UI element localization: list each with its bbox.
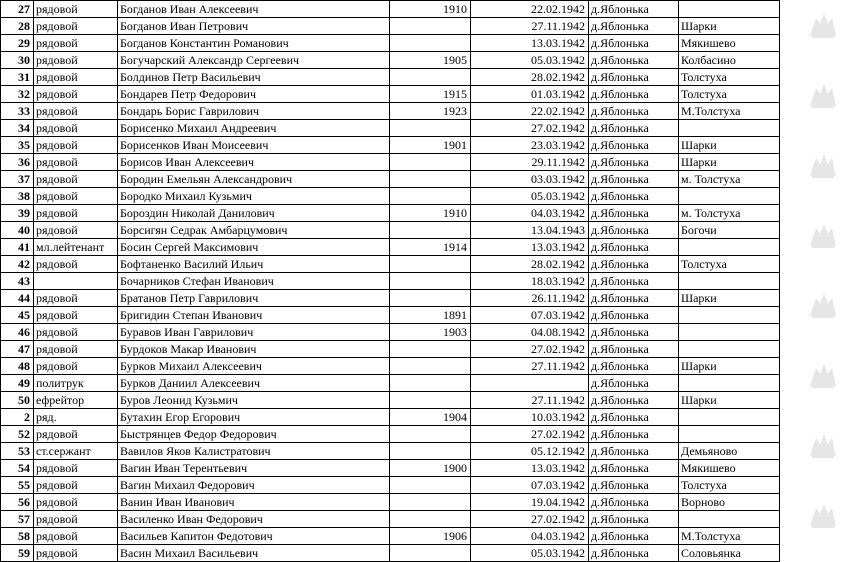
rank-cell: рядовой <box>34 205 118 222</box>
rank-cell: мл.лейтенант <box>34 239 118 256</box>
rank-cell: рядовой <box>34 86 118 103</box>
row-number: 42 <box>1 256 34 273</box>
date-cell: 27.02.1942 <box>471 341 589 358</box>
birth-year-cell <box>390 273 471 290</box>
death-place-cell: Шарки <box>679 18 780 35</box>
date-cell: 04.03.1942 <box>471 528 589 545</box>
burial-place-cell: д.Яблонька <box>589 290 679 307</box>
birth-year-cell <box>390 120 471 137</box>
table-row <box>1 307 780 324</box>
row-number: 56 <box>1 494 34 511</box>
death-place-cell <box>679 307 780 324</box>
table-row <box>1 86 780 103</box>
burial-place-cell: д.Яблонька <box>589 239 679 256</box>
burial-place-cell: д.Яблонька <box>589 273 679 290</box>
birth-year-cell: 1914 <box>390 239 471 256</box>
table-row <box>1 273 780 290</box>
burial-place-cell: д.Яблонька <box>589 460 679 477</box>
burial-place-cell: д.Яблонька <box>589 52 679 69</box>
name-cell: Борисов Иван Алексеевич <box>118 154 390 171</box>
birth-year-cell: 1891 <box>390 307 471 324</box>
date-cell: 04.03.1942 <box>471 205 589 222</box>
table-row <box>1 35 780 52</box>
table-row <box>1 154 780 171</box>
birth-year-cell: 1901 <box>390 137 471 154</box>
name-cell: Бородин Емельян Александрович <box>118 171 390 188</box>
watermark-icon <box>806 430 840 460</box>
table-row <box>1 443 780 460</box>
row-number: 38 <box>1 188 34 205</box>
date-cell: 05.03.1942 <box>471 188 589 205</box>
row-number: 2 <box>1 409 34 426</box>
death-place-cell: Шарки <box>679 358 780 375</box>
birth-year-cell: 1923 <box>390 103 471 120</box>
table-row <box>1 18 780 35</box>
row-number: 44 <box>1 290 34 307</box>
date-cell: 05.03.1942 <box>471 545 589 562</box>
name-cell: Богучарский Александр Сергеевич <box>118 52 390 69</box>
date-cell: 18.03.1942 <box>471 273 589 290</box>
table-row <box>1 205 780 222</box>
row-number: 45 <box>1 307 34 324</box>
date-cell: 29.11.1942 <box>471 154 589 171</box>
death-place-cell: Толстуха <box>679 69 780 86</box>
date-cell: 05.03.1942 <box>471 52 589 69</box>
rank-cell: рядовой <box>34 426 118 443</box>
date-cell: 28.02.1942 <box>471 69 589 86</box>
row-number: 34 <box>1 120 34 137</box>
birth-year-cell: 1915 <box>390 86 471 103</box>
table-row <box>1 528 780 545</box>
row-number: 27 <box>1 1 34 18</box>
date-cell: 13.03.1942 <box>471 239 589 256</box>
name-cell: Бондарев Петр Федорович <box>118 86 390 103</box>
rank-cell: рядовой <box>34 188 118 205</box>
birth-year-cell <box>390 35 471 52</box>
name-cell: Ванин Иван Иванович <box>118 494 390 511</box>
date-cell: 07.03.1942 <box>471 307 589 324</box>
death-place-cell: Соловьянка <box>679 545 780 562</box>
rank-cell: рядовой <box>34 358 118 375</box>
birth-year-cell <box>390 511 471 528</box>
watermark-icon <box>806 500 840 530</box>
name-cell: Быстрянцев Федор Федорович <box>118 426 390 443</box>
death-place-cell: Шарки <box>679 290 780 307</box>
burial-place-cell: д.Яблонька <box>589 18 679 35</box>
table-row <box>1 341 780 358</box>
row-number: 59 <box>1 545 34 562</box>
table-row <box>1 290 780 307</box>
row-number: 40 <box>1 222 34 239</box>
date-cell: 27.11.1942 <box>471 392 589 409</box>
name-cell: Бороздин Николай Данилович <box>118 205 390 222</box>
name-cell: Богданов Иван Алексеевич <box>118 1 390 18</box>
death-place-cell: Шарки <box>679 137 780 154</box>
death-place-cell <box>679 273 780 290</box>
row-number: 31 <box>1 69 34 86</box>
birth-year-cell: 1900 <box>390 460 471 477</box>
death-place-cell: Мякишево <box>679 35 780 52</box>
death-place-cell: М.Толстуха <box>679 528 780 545</box>
death-place-cell: Ворново <box>679 494 780 511</box>
table-row <box>1 188 780 205</box>
rank-cell: рядовой <box>34 103 118 120</box>
date-cell: 22.02.1942 <box>471 103 589 120</box>
name-cell: Буравов Иван Гаврилович <box>118 324 390 341</box>
burial-place-cell: д.Яблонька <box>589 256 679 273</box>
name-cell: Борисенко Михаил Андреевич <box>118 120 390 137</box>
date-cell: 19.04.1942 <box>471 494 589 511</box>
death-place-cell <box>679 1 780 18</box>
death-place-cell <box>679 341 780 358</box>
name-cell: Бригидин Степан Иванович <box>118 307 390 324</box>
death-place-cell <box>679 188 780 205</box>
death-place-cell <box>679 239 780 256</box>
birth-year-cell <box>390 222 471 239</box>
death-place-cell <box>679 511 780 528</box>
birth-year-cell <box>390 375 471 392</box>
burial-place-cell: д.Яблонька <box>589 392 679 409</box>
row-number: 37 <box>1 171 34 188</box>
table-row <box>1 426 780 443</box>
birth-year-cell <box>390 341 471 358</box>
burial-place-cell: д.Яблонька <box>589 137 679 154</box>
date-cell: 28.02.1942 <box>471 256 589 273</box>
burial-place-cell: д.Яблонька <box>589 528 679 545</box>
name-cell: Вагин Михаил Федорович <box>118 477 390 494</box>
name-cell: Борисенков Иван Моисеевич <box>118 137 390 154</box>
date-cell: 27.11.1942 <box>471 18 589 35</box>
burial-place-cell: д.Яблонька <box>589 494 679 511</box>
birth-year-cell: 1903 <box>390 324 471 341</box>
name-cell: Васильев Капитон Федотович <box>118 528 390 545</box>
row-number: 28 <box>1 18 34 35</box>
burial-place-cell: д.Яблонька <box>589 545 679 562</box>
burial-place-cell: д.Яблонька <box>589 341 679 358</box>
table-row <box>1 375 780 392</box>
name-cell: Бочарников Стефан Иванович <box>118 273 390 290</box>
birth-year-cell <box>390 426 471 443</box>
watermark-icon <box>806 10 840 40</box>
name-cell: Василенко Иван Федорович <box>118 511 390 528</box>
burial-place-cell: д.Яблонька <box>589 86 679 103</box>
burial-place-cell: д.Яблонька <box>589 1 679 18</box>
death-place-cell: м. Толстуха <box>679 205 780 222</box>
rank-cell: рядовой <box>34 154 118 171</box>
death-place-cell: м. Толстуха <box>679 171 780 188</box>
row-number: 41 <box>1 239 34 256</box>
row-number: 35 <box>1 137 34 154</box>
burial-place-cell: д.Яблонька <box>589 103 679 120</box>
table-row <box>1 545 780 562</box>
death-place-cell: Мякишево <box>679 460 780 477</box>
name-cell: Бурдоков Макар Иванович <box>118 341 390 358</box>
name-cell: Бурков Даниил Алексеевич <box>118 375 390 392</box>
birth-year-cell: 1910 <box>390 1 471 18</box>
birth-year-cell <box>390 154 471 171</box>
name-cell: Болдинов Петр Васильевич <box>118 69 390 86</box>
rank-cell: рядовой <box>34 35 118 52</box>
name-cell: Бутахин Егор Егорович <box>118 409 390 426</box>
birth-year-cell <box>390 545 471 562</box>
row-number: 58 <box>1 528 34 545</box>
death-place-cell: Толстуха <box>679 477 780 494</box>
row-number: 48 <box>1 358 34 375</box>
rank-cell: рядовой <box>34 120 118 137</box>
table-row <box>1 460 780 477</box>
table-row <box>1 103 780 120</box>
table-row <box>1 494 780 511</box>
burial-place-cell: д.Яблонька <box>589 511 679 528</box>
death-place-cell <box>679 324 780 341</box>
watermark-icon <box>806 220 840 250</box>
row-number: 29 <box>1 35 34 52</box>
row-number: 36 <box>1 154 34 171</box>
birth-year-cell <box>390 188 471 205</box>
rank-cell: рядовой <box>34 341 118 358</box>
date-cell: 27.02.1942 <box>471 511 589 528</box>
death-place-cell <box>679 409 780 426</box>
rank-cell: рядовой <box>34 52 118 69</box>
birth-year-cell <box>390 18 471 35</box>
burial-place-cell: д.Яблонька <box>589 222 679 239</box>
burial-place-cell: д.Яблонька <box>589 35 679 52</box>
rank-cell: рядовой <box>34 222 118 239</box>
date-cell: 23.03.1942 <box>471 137 589 154</box>
rank-cell <box>34 273 118 290</box>
row-number: 33 <box>1 103 34 120</box>
table-row <box>1 392 780 409</box>
burial-place-cell: д.Яблонька <box>589 358 679 375</box>
rank-cell: рядовой <box>34 460 118 477</box>
table-row <box>1 477 780 494</box>
row-number: 53 <box>1 443 34 460</box>
birth-year-cell <box>390 358 471 375</box>
table-row <box>1 52 780 69</box>
death-place-cell <box>679 120 780 137</box>
table-row <box>1 222 780 239</box>
name-cell: Богданов Иван Петрович <box>118 18 390 35</box>
rank-cell: рядовой <box>34 256 118 273</box>
birth-year-cell: 1906 <box>390 528 471 545</box>
name-cell: Бурков Михаил Алексеевич <box>118 358 390 375</box>
rank-cell: рядовой <box>34 171 118 188</box>
roster-rows <box>1 1 780 562</box>
table-row <box>1 1 780 18</box>
burial-place-cell: д.Яблонька <box>589 154 679 171</box>
rank-cell: рядовой <box>34 528 118 545</box>
death-place-cell: Толстуха <box>679 86 780 103</box>
rank-cell: рядовой <box>34 511 118 528</box>
death-place-cell: Шарки <box>679 392 780 409</box>
burial-place-cell: д.Яблонька <box>589 307 679 324</box>
row-number: 49 <box>1 375 34 392</box>
row-number: 46 <box>1 324 34 341</box>
rank-cell: ефрейтор <box>34 392 118 409</box>
birth-year-cell <box>390 477 471 494</box>
rank-cell: ст.сержант <box>34 443 118 460</box>
name-cell: Бородко Михаил Кузьмич <box>118 188 390 205</box>
name-cell: Богданов Константин Романович <box>118 35 390 52</box>
date-cell: 13.03.1942 <box>471 35 589 52</box>
rank-cell: рядовой <box>34 137 118 154</box>
row-number: 32 <box>1 86 34 103</box>
death-place-cell: Демьяново <box>679 443 780 460</box>
date-cell: 03.03.1942 <box>471 171 589 188</box>
row-number: 57 <box>1 511 34 528</box>
name-cell: Босин Сергей Максимович <box>118 239 390 256</box>
table-row <box>1 511 780 528</box>
birth-year-cell <box>390 392 471 409</box>
birth-year-cell <box>390 256 471 273</box>
birth-year-cell: 1905 <box>390 52 471 69</box>
burial-place-cell: д.Яблонька <box>589 188 679 205</box>
table-row <box>1 409 780 426</box>
death-place-cell: Шарки <box>679 154 780 171</box>
name-cell: Братанов Петр Гаврилович <box>118 290 390 307</box>
table-row <box>1 137 780 154</box>
date-cell: 13.03.1942 <box>471 460 589 477</box>
rank-cell: рядовой <box>34 477 118 494</box>
burial-place-cell: д.Яблонька <box>589 375 679 392</box>
rank-cell: рядовой <box>34 1 118 18</box>
date-cell: 26.11.1942 <box>471 290 589 307</box>
birth-year-cell <box>390 290 471 307</box>
table-row <box>1 358 780 375</box>
date-cell: 27.11.1942 <box>471 358 589 375</box>
date-cell: 22.02.1942 <box>471 1 589 18</box>
date-cell: 27.02.1942 <box>471 120 589 137</box>
date-cell: 07.03.1942 <box>471 477 589 494</box>
name-cell: Бофтаненко Василий Ильич <box>118 256 390 273</box>
rank-cell: рядовой <box>34 307 118 324</box>
name-cell: Вавилов Яков Калистратович <box>118 443 390 460</box>
row-number: 54 <box>1 460 34 477</box>
table-row <box>1 120 780 137</box>
table-row <box>1 171 780 188</box>
watermark-icon <box>806 80 840 110</box>
burial-place-cell: д.Яблонька <box>589 477 679 494</box>
death-place-cell: Колбасино <box>679 52 780 69</box>
death-place-cell: Богочи <box>679 222 780 239</box>
row-number: 55 <box>1 477 34 494</box>
table-row <box>1 69 780 86</box>
death-place-cell <box>679 426 780 443</box>
rank-cell: ряд. <box>34 409 118 426</box>
burial-place-cell: д.Яблонька <box>589 324 679 341</box>
rank-cell: рядовой <box>34 69 118 86</box>
watermark-icon <box>806 290 840 320</box>
row-number: 50 <box>1 392 34 409</box>
name-cell: Вагин Иван Терентьевич <box>118 460 390 477</box>
rank-cell: рядовой <box>34 494 118 511</box>
date-cell: 10.03.1942 <box>471 409 589 426</box>
burial-place-cell: д.Яблонька <box>589 171 679 188</box>
date-cell: 04.08.1942 <box>471 324 589 341</box>
date-cell: 13.04.1943 <box>471 222 589 239</box>
date-cell: 01.03.1942 <box>471 86 589 103</box>
birth-year-cell <box>390 171 471 188</box>
table-row <box>1 239 780 256</box>
death-place-cell <box>679 375 780 392</box>
date-cell: 05.12.1942 <box>471 443 589 460</box>
burial-place-cell: д.Яблонька <box>589 426 679 443</box>
table-row <box>1 324 780 341</box>
name-cell: Буров Леонид Кузьмич <box>118 392 390 409</box>
birth-year-cell <box>390 69 471 86</box>
row-number: 52 <box>1 426 34 443</box>
birth-year-cell <box>390 443 471 460</box>
burial-place-cell: д.Яблонька <box>589 120 679 137</box>
death-place-cell: М.Толстуха <box>679 103 780 120</box>
table-row <box>1 256 780 273</box>
watermark-icon <box>806 150 840 180</box>
row-number: 39 <box>1 205 34 222</box>
burial-place-cell: д.Яблонька <box>589 409 679 426</box>
date-cell: 27.02.1942 <box>471 426 589 443</box>
rank-cell: рядовой <box>34 545 118 562</box>
watermark-icon <box>806 360 840 390</box>
name-cell: Борсигян Седрак Амбарцумович <box>118 222 390 239</box>
birth-year-cell: 1910 <box>390 205 471 222</box>
death-place-cell: Толстуха <box>679 256 780 273</box>
row-number: 30 <box>1 52 34 69</box>
date-cell <box>471 375 589 392</box>
burial-place-cell: д.Яблонька <box>589 205 679 222</box>
burial-place-cell: д.Яблонька <box>589 443 679 460</box>
birth-year-cell <box>390 494 471 511</box>
rank-cell: рядовой <box>34 18 118 35</box>
name-cell: Васин Михаил Васильевич <box>118 545 390 562</box>
burial-place-cell: д.Яблонька <box>589 69 679 86</box>
row-number: 47 <box>1 341 34 358</box>
name-cell: Бондарь Борис Гаврилович <box>118 103 390 120</box>
row-number: 43 <box>1 273 34 290</box>
birth-year-cell: 1904 <box>390 409 471 426</box>
rank-cell: рядовой <box>34 324 118 341</box>
rank-cell: политрук <box>34 375 118 392</box>
rank-cell: рядовой <box>34 290 118 307</box>
